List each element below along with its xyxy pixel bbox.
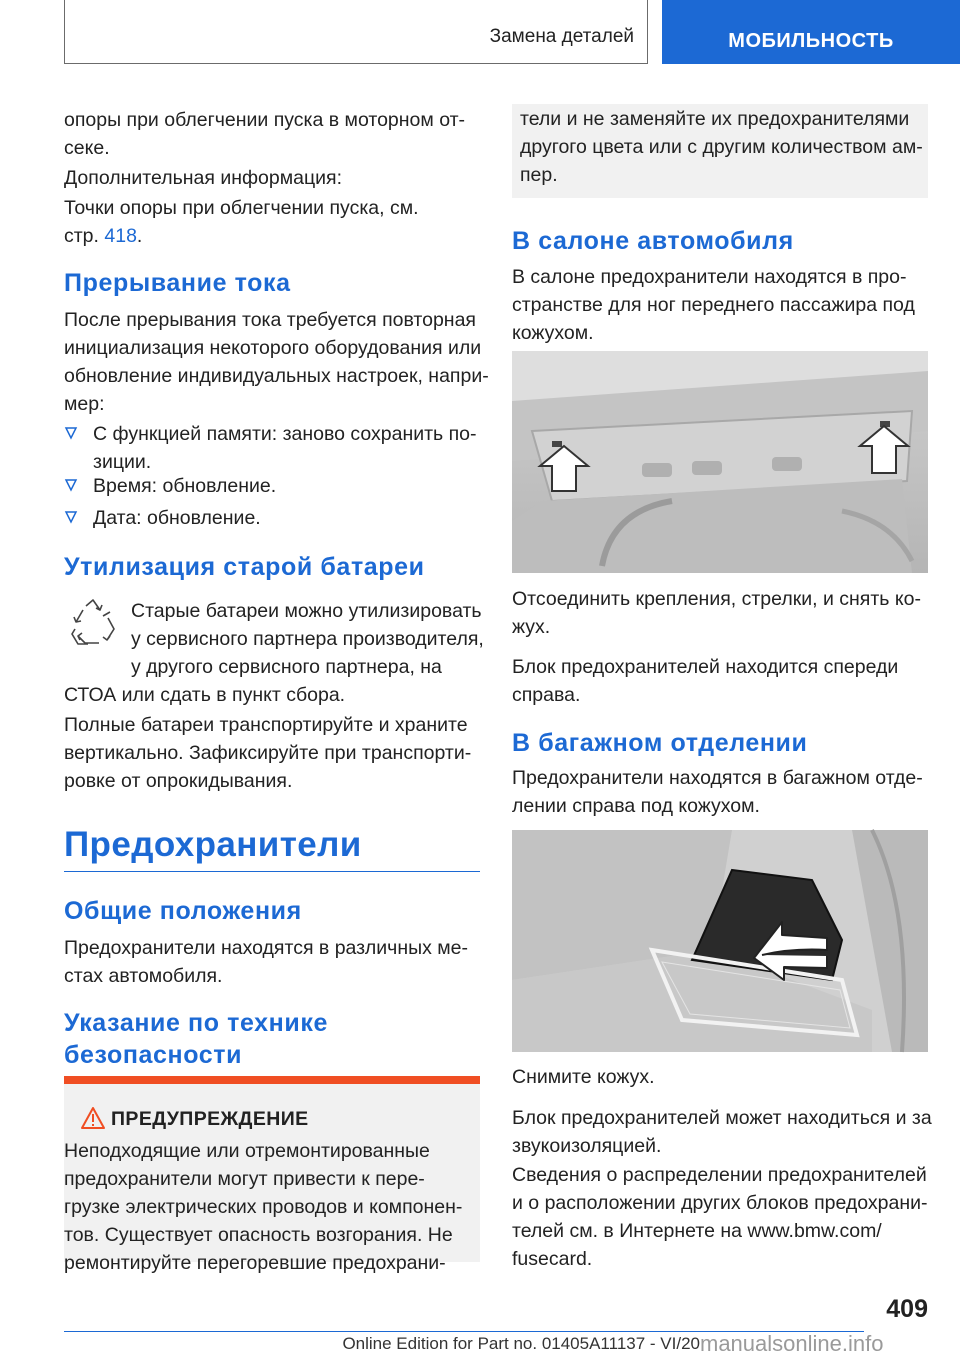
fuses-title: Предохранители — [64, 825, 362, 864]
info-line-3: телей см. в Интернете на www.bmw.com/ — [512, 1220, 882, 1242]
warning-continuation-box — [512, 104, 928, 198]
general-heading: Общие положения — [64, 897, 302, 925]
header-section-title: Замена деталей — [489, 26, 634, 47]
bullet-triangle-icon — [64, 478, 78, 492]
ref-suffix: . — [136, 225, 143, 247]
bullet-triangle-icon — [64, 510, 78, 524]
bullet-3-line-1: Дата: обновление. — [93, 507, 261, 529]
list-item — [64, 503, 484, 533]
bullet-1-line-2: зиции. — [93, 451, 152, 473]
info-line-2: и о расположении других блоков предохрани- — [512, 1192, 928, 1214]
ref-page-link[interactable]: 418 — [104, 225, 137, 247]
warning-line-3: грузке электрических проводов и компонен- — [64, 1196, 463, 1218]
cabin-block-line-1: Блок предохранителей находится спереди — [512, 656, 899, 678]
interrupt-line-1: После прерывания тока требуется повторная — [64, 309, 476, 331]
disposal-heading: Утилизация старой батареи — [64, 553, 425, 581]
cabin-line-3: кожухом. — [512, 322, 594, 344]
intro-line-1: опоры при облегчении пуска в моторном от- — [64, 109, 466, 131]
warning-line-4: тов. Существует опасность возгорания. Не — [64, 1224, 453, 1246]
page-number: 409 — [886, 1295, 928, 1323]
trunk-heading: В багажном отделении — [512, 729, 808, 757]
disposal-line-3: у другого сервисного партнера, на — [131, 656, 442, 678]
warning-box — [64, 1076, 480, 1274]
info-line-4: fusecard. — [512, 1248, 593, 1270]
trunk-cover-photo — [512, 830, 928, 1052]
cont-line-1: тели и не заменяйте их предохранителями — [520, 108, 910, 130]
cabin-line-1: В салоне предохранители находятся в про- — [512, 266, 907, 288]
trunk-block-line-1: Блок предохранителей может находиться и за — [512, 1107, 932, 1129]
interrupt-line-2: инициализация некоторого оборудования или — [64, 337, 482, 359]
ref-prefix: стр. — [64, 225, 105, 247]
ref-line-2 — [64, 221, 142, 251]
disposal-line-4: СТОА или сдать в пункт сбора. — [64, 684, 346, 706]
interrupt-line-3: обновление индивидуальных настроек, напри- — [64, 365, 489, 387]
cont-line-3: пер. — [520, 164, 558, 186]
footer-edition: Online Edition for Part no. 01405A11137 - VI/20 — [342, 1334, 700, 1353]
cabin-heading: В салоне автомобиля — [512, 227, 794, 255]
general-line-2: стах автомобиля. — [64, 965, 223, 987]
interrupt-heading: Прерывание тока — [64, 269, 291, 297]
footwell-cover-photo — [512, 351, 928, 573]
bullet-2-line-1: Время: обновление. — [93, 475, 277, 497]
title-rule — [64, 871, 480, 872]
warning-bar — [64, 1076, 480, 1084]
cabin-caption-line-2: жух. — [512, 616, 551, 638]
list-item — [64, 419, 484, 479]
footer-watermark: manualsonline.info — [700, 1331, 884, 1356]
warning-line-5: ремонтируйте перегоревшие предохрани- — [64, 1252, 446, 1274]
recycle-icon — [66, 596, 120, 650]
cabin-caption-line-1: Отсоединить крепления, стрелки, и снять ко- — [512, 588, 921, 610]
warning-line-2: предохранители могут привести к пере- — [64, 1168, 425, 1190]
cont-line-2: другого цвета или с другим количеством ам- — [520, 136, 923, 158]
disposal-line-2: у сервисного партнера производителя, — [131, 628, 484, 650]
header-tab-mobility[interactable]: МОБИЛЬНОСТЬ — [662, 0, 960, 64]
warning-triangle-icon — [80, 1106, 106, 1130]
info-line-1: Сведения о распределении предохранителей — [512, 1164, 927, 1186]
cabin-line-2: странстве для ног переднего пассажира под — [512, 294, 915, 316]
cabin-block-line-2: справа. — [512, 684, 581, 706]
ref-line-1: Точки опоры при облегчении пуска, см. — [64, 197, 419, 219]
interrupt-line-4: мер: — [64, 393, 105, 415]
bullet-triangle-icon — [64, 426, 78, 440]
disposal-line-1: Старые батареи можно утилизировать — [131, 600, 482, 622]
safety-heading-line-1: Указание по технике — [64, 1009, 328, 1037]
warning-line-1: Неподходящие или отремонтированные — [64, 1140, 430, 1162]
general-line-1: Предохранители находятся в различных ме- — [64, 937, 469, 959]
transport-line-2: вертикально. Зафиксируйте при транспорти- — [64, 742, 472, 764]
transport-line-3: ровке от опрокидывания. — [64, 770, 293, 792]
safety-heading-line-2: безопасности — [64, 1041, 243, 1069]
more-info-label: Дополнительная информация: — [64, 167, 343, 189]
bullet-1-line-1: С функцией памяти: заново сохранить по- — [93, 423, 477, 445]
trunk-line-1: Предохранители находятся в багажном отде- — [512, 767, 923, 789]
trunk-line-2: лении справа под кожухом. — [512, 795, 760, 817]
transport-line-1: Полные батареи транспортируйте и храните — [64, 714, 468, 736]
list-item — [64, 471, 484, 501]
trunk-block-line-2: звукоизоляцией. — [512, 1135, 662, 1157]
intro-line-2: секе. — [64, 137, 110, 159]
trunk-caption: Снимите кожух. — [512, 1066, 655, 1088]
warning-label: ПРЕДУПРЕЖДЕНИЕ — [111, 1108, 309, 1130]
